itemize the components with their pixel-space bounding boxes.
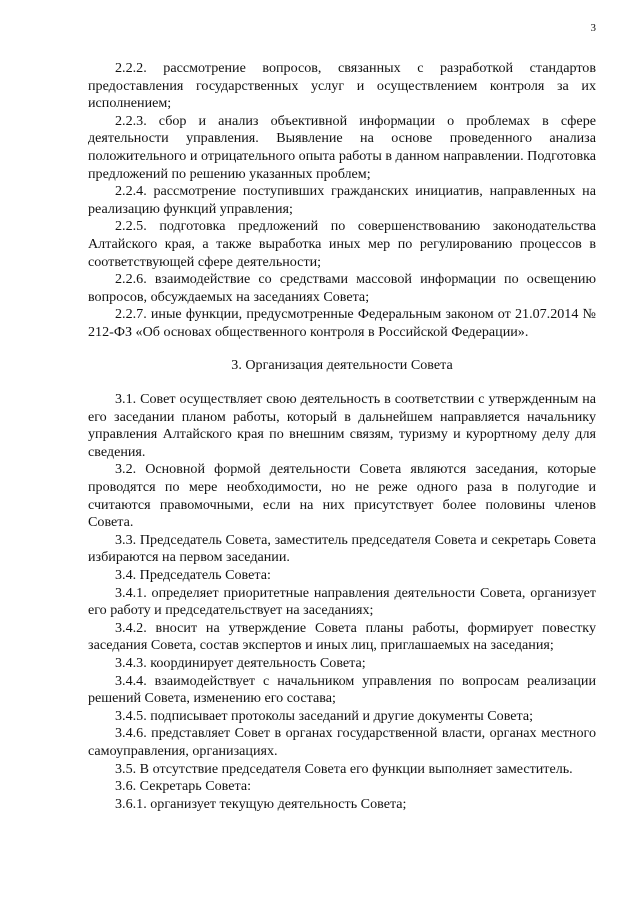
document-body — [88, 60, 596, 813]
paragraph-3-4-5: 3.4.5. подписывает протоколы заседаний и другие документы Совета; — [115, 707, 534, 724]
paragraph-3-6: 3.6. Секретарь Совета: — [115, 778, 252, 795]
paragraph-2-2-6: 2.2.6. взаимодействие со средствами массовой информации по освещению вопросов, обсуждаемых на заседаниях Совета; — [88, 271, 596, 305]
paragraph-2-2-2: 2.2.2. рассмотрение вопросов, связанных с разработкой стандартов предоставления государственных услуг и осуществлением контроля за их исполнением; — [88, 60, 596, 112]
paragraph-3-6-1: 3.6.1. организует текущую деятельность Совета; — [115, 795, 407, 812]
paragraph-2-2-7: 2.2.7. иные функции, предусмотренные Федеральным законом от 21.07.2014 № 212-ФЗ «Об основах общественного контроля в Российской Федерации». — [88, 306, 596, 340]
paragraph-3-4-3: 3.4.3. координирует деятельность Совета; — [115, 655, 366, 671]
paragraph-3-4-1: 3.4.1. определяет приоритетные направления деятельности Совета, организует его работу и председательствует на заседаниях; — [88, 584, 596, 619]
paragraph-3-2: 3.2. Основной формой деятельности Совета являются заседания, которые проводятся по мере необходимости, но не реже одного раза в полугодие и считаются правомочными, если на них присутствует более половины членов Совета. — [88, 461, 596, 531]
paragraph-3-4-4: 3.4.4. взаимодействует с начальником управления по вопросам реализации решений Совета, изменению его состава; — [88, 672, 596, 707]
paragraph-3-4-2: 3.4.2. вносит на утверждение Совета планы работы, формирует повестку заседания Совета, состав экспертов и иных лиц, приглашаемых на заседания; — [88, 619, 596, 654]
paragraph-3-3: 3.3. Председатель Совета, заместитель председателя Совета и секретарь Совета избираются на первом заседании. — [88, 531, 596, 566]
paragraph-2-2-3: 2.2.3. сбор и анализ объективной информации о проблемах в сфере деятельности управления. Выявление на основе проведенного анализа положительного и отрицательного опыта работы в данном направлении. Подготовка предложений по решению указанных проблем; — [88, 112, 596, 182]
paragraph-2-2-4: 2.2.4. рассмотрение поступивших гражданских инициатив, направленных на реализацию функций управления; — [88, 183, 596, 217]
paragraph-2-2-5: 2.2.5. подготовка предложений по совершенствованию законодательства Алтайского края, а также выработка иных мер по регулированию процессов в соответствующей сфере деятельности; — [88, 218, 596, 270]
paragraph-3-4: 3.4. Председатель Совета: — [115, 567, 271, 584]
paragraph-3-5: 3.5. В отсутствие председателя Совета его функции выполняет заместитель. — [115, 760, 573, 777]
section-3-heading: 3. Организация деятельности Совета — [231, 356, 453, 373]
paragraph-3-1: 3.1. Совет осуществляет свою деятельность в соответствии с утвержденным на его заседании планом работы, который в дальнейшем направляется начальнику управления Алтайского края по внешним связям, туризму и курортному делу для сведения. — [88, 391, 596, 460]
paragraph-3-4-6: 3.4.6. представляет Совет в органах государственной власти, органах местного самоуправления, организациях. — [88, 725, 596, 759]
page-number: 3 — [590, 22, 596, 34]
